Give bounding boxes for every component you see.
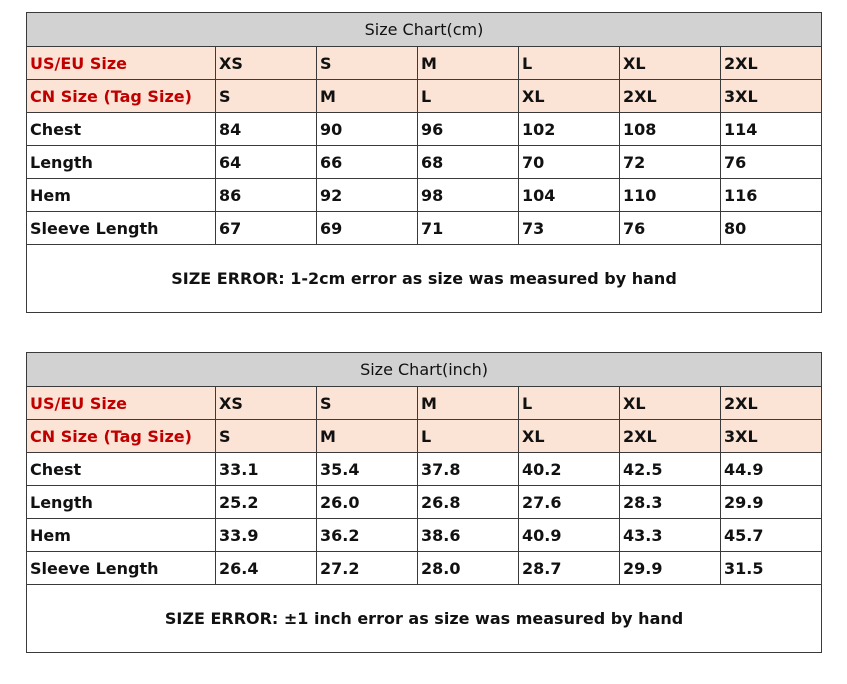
sleeve-length-row — [27, 212, 822, 245]
size-error-note: SIZE ERROR: 1-2cm error as size was measured by hand — [27, 245, 822, 313]
value-cell: 98 — [418, 179, 519, 212]
size-cell: L — [519, 47, 620, 80]
value-cell: 42.5 — [620, 453, 721, 486]
chart-title: Size Chart(cm) — [27, 13, 822, 47]
size-cell: XL — [519, 420, 620, 453]
value-cell: 102 — [519, 113, 620, 146]
value-cell: 69 — [317, 212, 418, 245]
value-cell: 71 — [418, 212, 519, 245]
value-cell: 108 — [620, 113, 721, 146]
cn-size-label: CN Size (Tag Size) — [27, 80, 216, 113]
chest-row — [27, 453, 822, 486]
size-cell: 2XL — [721, 47, 822, 80]
value-cell: 26.4 — [216, 552, 317, 585]
value-cell: 27.2 — [317, 552, 418, 585]
value-cell: 26.8 — [418, 486, 519, 519]
size-cell: S — [317, 47, 418, 80]
value-cell: 68 — [418, 146, 519, 179]
sleeve-length-row — [27, 552, 822, 585]
value-cell: 64 — [216, 146, 317, 179]
value-cell: 92 — [317, 179, 418, 212]
value-cell: 45.7 — [721, 519, 822, 552]
size-cell: S — [216, 80, 317, 113]
value-cell: 44.9 — [721, 453, 822, 486]
value-cell: 40.9 — [519, 519, 620, 552]
value-cell: 33.1 — [216, 453, 317, 486]
value-cell: 29.9 — [620, 552, 721, 585]
value-cell: 33.9 — [216, 519, 317, 552]
row-label: Hem — [27, 519, 216, 552]
value-cell: 84 — [216, 113, 317, 146]
value-cell: 76 — [721, 146, 822, 179]
row-label: Length — [27, 146, 216, 179]
size-chart-cm-table — [26, 12, 822, 313]
cn-size-label: CN Size (Tag Size) — [27, 420, 216, 453]
value-cell: 43.3 — [620, 519, 721, 552]
us-eu-size-label: US/EU Size — [27, 387, 216, 420]
chart-title: Size Chart(inch) — [27, 353, 822, 387]
length-row — [27, 486, 822, 519]
note-row — [27, 585, 822, 653]
chest-row — [27, 113, 822, 146]
value-cell: 35.4 — [317, 453, 418, 486]
size-cell: XS — [216, 387, 317, 420]
value-cell: 40.2 — [519, 453, 620, 486]
chart-title-row — [27, 13, 822, 47]
size-cell: XS — [216, 47, 317, 80]
value-cell: 73 — [519, 212, 620, 245]
value-cell: 37.8 — [418, 453, 519, 486]
row-label: Hem — [27, 179, 216, 212]
size-cell: S — [317, 387, 418, 420]
length-row — [27, 146, 822, 179]
size-cell: 2XL — [620, 420, 721, 453]
value-cell: 104 — [519, 179, 620, 212]
size-cell: 2XL — [620, 80, 721, 113]
value-cell: 28.7 — [519, 552, 620, 585]
note-row — [27, 245, 822, 313]
size-cell: M — [418, 387, 519, 420]
value-cell: 90 — [317, 113, 418, 146]
cn-size-row — [27, 80, 822, 113]
size-cell: XL — [620, 387, 721, 420]
value-cell: 26.0 — [317, 486, 418, 519]
row-label: Length — [27, 486, 216, 519]
row-label: Sleeve Length — [27, 552, 216, 585]
value-cell: 67 — [216, 212, 317, 245]
size-cell: S — [216, 420, 317, 453]
value-cell: 110 — [620, 179, 721, 212]
value-cell: 29.9 — [721, 486, 822, 519]
size-chart-inch-table — [26, 352, 822, 653]
value-cell: 27.6 — [519, 486, 620, 519]
cn-size-row — [27, 420, 822, 453]
hem-row — [27, 179, 822, 212]
us-eu-size-row — [27, 387, 822, 420]
value-cell: 86 — [216, 179, 317, 212]
row-label: Chest — [27, 453, 216, 486]
value-cell: 116 — [721, 179, 822, 212]
size-cell: M — [317, 80, 418, 113]
size-cell: 2XL — [721, 387, 822, 420]
value-cell: 25.2 — [216, 486, 317, 519]
size-cell: 3XL — [721, 420, 822, 453]
size-cell: M — [418, 47, 519, 80]
value-cell: 70 — [519, 146, 620, 179]
size-cell: M — [317, 420, 418, 453]
value-cell: 66 — [317, 146, 418, 179]
size-cell: XL — [620, 47, 721, 80]
value-cell: 38.6 — [418, 519, 519, 552]
hem-row — [27, 519, 822, 552]
value-cell: 72 — [620, 146, 721, 179]
value-cell: 96 — [418, 113, 519, 146]
value-cell: 36.2 — [317, 519, 418, 552]
value-cell: 28.0 — [418, 552, 519, 585]
value-cell: 31.5 — [721, 552, 822, 585]
size-cell: L — [519, 387, 620, 420]
value-cell: 28.3 — [620, 486, 721, 519]
row-label: Sleeve Length — [27, 212, 216, 245]
size-cell: XL — [519, 80, 620, 113]
row-label: Chest — [27, 113, 216, 146]
us-eu-size-label: US/EU Size — [27, 47, 216, 80]
value-cell: 114 — [721, 113, 822, 146]
size-cell: L — [418, 80, 519, 113]
size-cell: 3XL — [721, 80, 822, 113]
value-cell: 80 — [721, 212, 822, 245]
size-error-note: SIZE ERROR: ±1 inch error as size was measured by hand — [27, 585, 822, 653]
us-eu-size-row — [27, 47, 822, 80]
chart-title-row — [27, 353, 822, 387]
size-cell: L — [418, 420, 519, 453]
value-cell: 76 — [620, 212, 721, 245]
